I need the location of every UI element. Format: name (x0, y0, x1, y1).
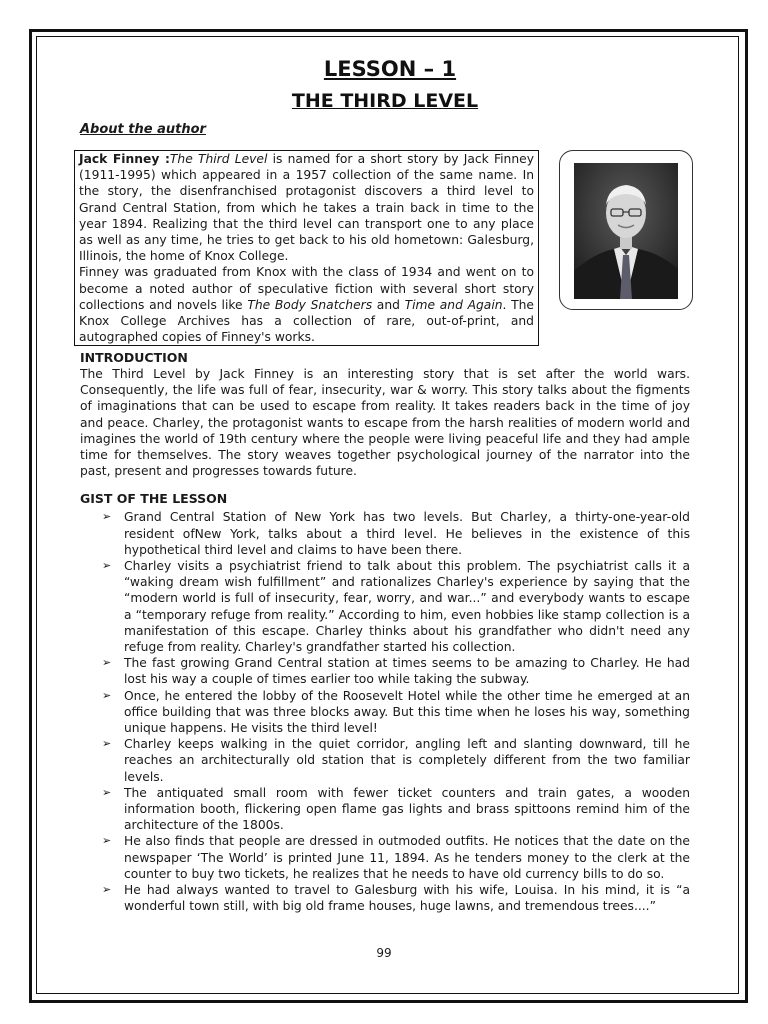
gist-item-text: Charley keeps walking in the quiet corridor, angling left and slanting downward, till he reaches an architecturally old station that is completely different from the two familiar levels. (124, 737, 690, 784)
author-bio-text-2: Finney was graduated from Knox with the class of 1934 and went on to become a noted author of speculative fiction with several short story collections and novels like (79, 265, 534, 312)
bullet-arrow-icon: ➢ (102, 737, 112, 751)
list-item (102, 655, 690, 687)
lesson-subtitle: THE THIRD LEVEL (291, 90, 479, 112)
page-number: 99 (376, 946, 392, 960)
introduction-heading: INTRODUCTION (80, 350, 188, 365)
author-bio-text-3: . The Knox College Archives has a collection of rare, out-of-print, and autographed copies of Finney's works. (79, 297, 534, 345)
gist-item-text: He had always wanted to travel to Galesburg with his wife, Louisa. In his mind, it is “a wonderful town still, with big old frame houses, huge lawns, and tremendous trees....” (124, 883, 690, 914)
bullet-arrow-icon: ➢ (102, 834, 112, 848)
author-name: Jack Finney : (79, 152, 170, 166)
author-bio-paragraph-1 (79, 151, 534, 264)
list-item (102, 688, 690, 737)
lesson-title: LESSON – 1 (323, 57, 457, 81)
gist-section (80, 491, 690, 914)
author-bio-box (74, 150, 539, 346)
author-bio-paragraph-2 (79, 264, 534, 345)
list-item (102, 833, 690, 882)
author-photo-frame (559, 150, 693, 310)
author-bio-text-1: is named for a short story by Jack Finney (1911-1995) which appeared in a 1957 collection of the same name. In the story, the disenfranchised protagonist discovers a third level to Grand Central Station, from which he takes a train back in time to the year 1894. Realizing that the third level can transport one to any place as well as any time, he tries to get back to his old hometown: Galesburg, Illinois, the home of Knox College. (79, 152, 534, 264)
introduction-text: The Third Level by Jack Finney is an interesting story that is set after the world wars. Consequently, the life was full of fear, insecurity, war & worry. This story talks about the figments of imaginations that can be used to escape from reality. It takes readers back in the time of joy and peace. Charley, the protagonist wants to escape from the harsh realities of modern world and imagines the world of 19th century where the people were living peaceful life and they had ample time for themselves. The story weaves together psychological journey of the narrator into the past, present and progresses towards future. (80, 367, 690, 479)
bullet-arrow-icon: ➢ (102, 688, 112, 702)
bullet-arrow-icon: ➢ (102, 510, 112, 524)
bullet-arrow-icon: ➢ (102, 883, 112, 897)
gist-item-text: The antiquated small room with fewer ticket counters and train gates, a wooden information booth, flickering open flame gas lights and brass spittoons remind him of the architecture of the 1800s. (124, 785, 690, 833)
author-portrait-image (574, 163, 678, 299)
list-item (102, 736, 690, 785)
bullet-arrow-icon: ➢ (102, 559, 112, 573)
gist-item-text: He also finds that people are dressed in outmoded outfits. He notices that the date on the newspaper ‘The World’ is printed June 11, 1894. As he tenders money to the clerk at the counter to buy two tickets, he realizes that he needs to have old currency bills to do so. (124, 834, 690, 881)
list-item (102, 785, 690, 834)
gist-item-text: Grand Central Station of New York has two levels. But Charley, a thirty-one-year-old resident ofNew York, talks about a third level. He believes in the existence of this hypothetical third level and claims to have been there. (124, 510, 690, 557)
gist-heading: GIST OF THE LESSON (80, 491, 228, 507)
book-title-1: The Body Snatchers (247, 297, 373, 312)
bullet-arrow-icon: ➢ (102, 656, 112, 670)
list-item (102, 558, 690, 655)
bullet-arrow-icon: ➢ (102, 785, 112, 799)
introduction-section (80, 350, 690, 479)
list-item (102, 509, 690, 558)
about-author-heading: About the author (80, 122, 206, 137)
gist-list (80, 509, 690, 914)
author-section (80, 150, 690, 350)
author-photo (574, 163, 678, 299)
story-title: The Third Level (169, 152, 268, 166)
page-content (80, 54, 690, 915)
gist-item-text: The fast growing Grand Central station at times seems to be amazing to Charley. He had lost his way a couple of times earlier too while taking the subway. (124, 656, 690, 687)
book-title-2: Time and Again (404, 297, 503, 312)
list-item (102, 882, 690, 914)
gist-item-text: Charley visits a psychiatrist friend to talk about this problem. The psychiatrist calls it a “waking dream wish fulfillment” and rationalizes Charley's experience by saying that the “modern world is full of insecurity, fear, worry, and war...” and everybody wants to escape a “temporary refuge from reality.” According to him, even hobbies like stamp collection is a manifestation of this escape. Charley thinks about his grandfather who didn't need any refuge from reality. Charley's grandfather started his collection. (124, 559, 690, 655)
gist-item-text: Once, he entered the lobby of the Roosevelt Hotel while the other time he emerged at an office building that was three blocks away. But this time when he loses his way, something unique happens. He visits the third level! (124, 688, 690, 736)
author-bio-and: and (372, 297, 405, 312)
